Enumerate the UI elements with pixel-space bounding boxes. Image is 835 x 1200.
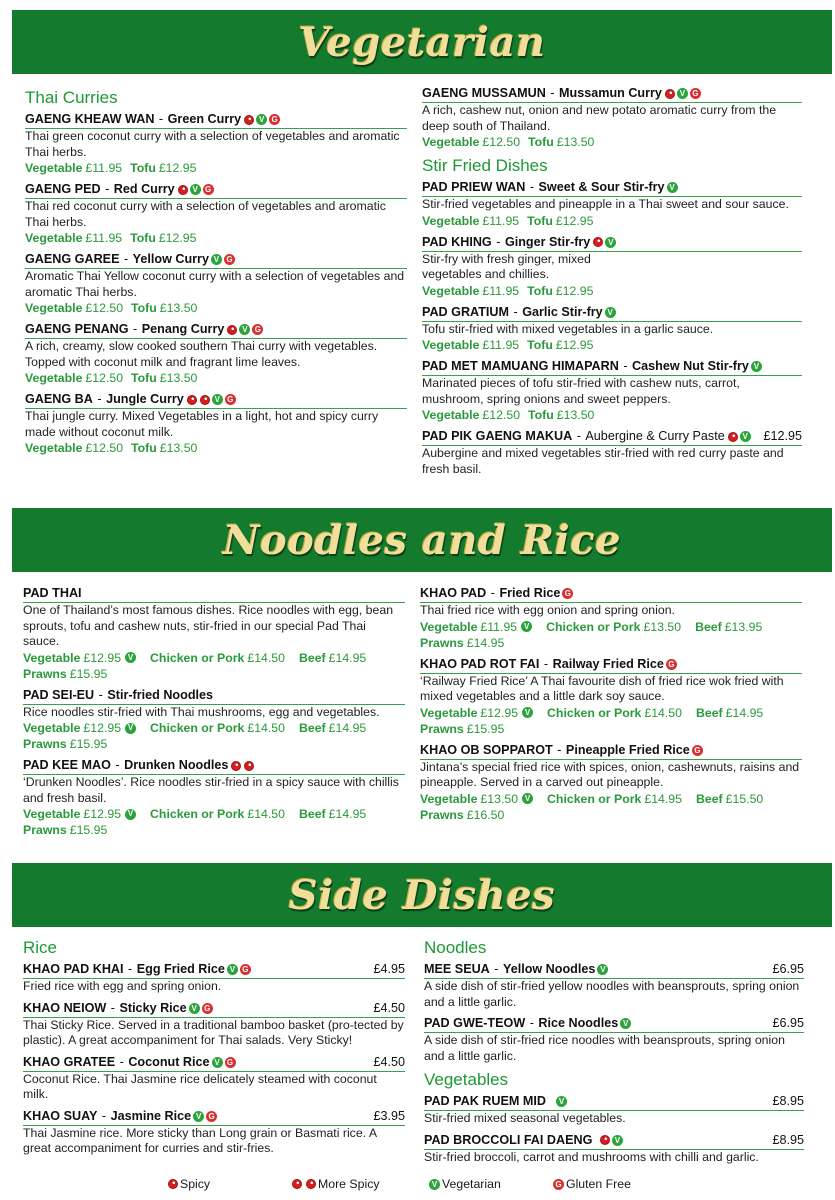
vegetarian-icon: V xyxy=(211,254,222,265)
spicy-icon xyxy=(200,395,210,405)
rice-heading: Rice xyxy=(23,938,58,957)
menu-item: GAENG BA - Jungle Curry V G Thai jungle curry. Mixed Vegetables in a light, hot and spicy curry made without coconut milk. Vegetable £12.50 Tofu £13.50 xyxy=(25,392,407,456)
vegetarian-title: Vegetarian xyxy=(298,18,546,66)
vegetarian-icon: V xyxy=(125,723,136,734)
vegetarian-icon: V xyxy=(189,1003,200,1014)
menu-item: PAD PIK GAENG MAKUA - Aubergine & Curry Paste V £12.95 Aubergine and mixed vegetables stir-fried with red curry paste and fresh basil. xyxy=(422,429,802,476)
menu-item: KHAO PAD KHAI - Egg Fried Rice V G £4.95 Fried rice with egg and spring onion. xyxy=(23,962,405,993)
vegetarian-icon: V xyxy=(522,793,533,804)
legend xyxy=(0,1177,835,1195)
gluten-free-icon: G xyxy=(690,88,701,99)
menu-item: PAD SEI-EU - Stir-fried Noodles Rice noodles stir-fried with Thai mushrooms, egg and vegetables. Vegetable £12.95 V Chicken or Pork £14.50 Beef £14.95 Prawns £15.95 xyxy=(23,688,405,753)
spicy-icon xyxy=(178,185,188,195)
noodles-rice-title: Noodles and Rice xyxy=(222,516,622,564)
vegetarian-banner xyxy=(12,10,832,74)
menu-item: PAD MET MAMUANG HIMAPARN - Cashew Nut Stir-fry V Marinated pieces of tofu stir-fried with cashew nuts, carrot, mushroom, spring onions and sweet peppers. Vegetable £12.50 Tofu £13.50 xyxy=(422,359,802,423)
menu-item: GAENG PED - Red Curry V G Thai red coconut curry with a selection of vegetables and aromatic Thai herbs. Vegetable £11.95 Tofu £12.95 xyxy=(25,182,407,246)
spicy-icon xyxy=(306,1179,316,1189)
gluten-free-icon: G xyxy=(562,588,573,599)
spicy-icon xyxy=(187,395,197,405)
gluten-free-icon: G xyxy=(203,184,214,195)
spicy-icon xyxy=(593,237,603,247)
gluten-free-icon: G xyxy=(553,1179,564,1190)
vegetarian-icon: V xyxy=(522,707,533,718)
vegetarian-icon: V xyxy=(605,307,616,318)
veg-right-column xyxy=(422,86,802,483)
vegetarian-icon: V xyxy=(667,182,678,193)
gluten-free-icon: G xyxy=(269,114,280,125)
menu-item: PAD PRIEW WAN - Sweet & Sour Stir-fry V Stir-fried vegetables and pineapple in a Thai sweet and sour sauce. Vegetable £11.95 Tofu £12.95 xyxy=(422,180,802,229)
nr-left-column xyxy=(23,586,405,844)
spicy-icon xyxy=(231,761,241,771)
vegetarian-icon: V xyxy=(212,394,223,405)
vegetarian-icon: V xyxy=(212,1057,223,1068)
vegetables-heading: Vegetables xyxy=(424,1070,509,1089)
vegetarian-icon: V xyxy=(677,88,688,99)
spicy-icon xyxy=(168,1179,178,1189)
vegetarian-icon: V xyxy=(429,1179,440,1190)
menu-item: PAD BROCCOLI FAI DAENG V £8.95 Stir-fried broccoli, carrot and mushrooms with chilli and garlic. xyxy=(424,1132,804,1164)
gluten-free-icon: G xyxy=(202,1003,213,1014)
vegetarian-icon: V xyxy=(125,809,136,820)
vegetarian-icon: V xyxy=(612,1135,623,1146)
menu-item: PAD KHING - Ginger Stir-fry V Stir-fry with fresh ginger, mixed vegetables and chillies. Vegetable £11.95 Tofu £12.95 xyxy=(422,235,802,299)
vegetarian-icon: V xyxy=(521,621,532,632)
vegetarian-icon: V xyxy=(597,964,608,975)
side-dishes-title: Side Dishes xyxy=(288,871,556,919)
gluten-free-icon: G xyxy=(225,1057,236,1068)
menu-item: KHAO PAD - Fried Rice G Thai fried rice with egg onion and spring onion. Vegetable £11.95 V Chicken or Pork £13.50 Beef £13.95 Prawns £14.95 xyxy=(420,586,802,651)
gluten-free-icon: G xyxy=(225,394,236,405)
noodles-heading: Noodles xyxy=(424,938,487,957)
veg-left-column xyxy=(25,86,407,462)
spicy-icon xyxy=(244,761,254,771)
vegetarian-icon: V xyxy=(190,184,201,195)
legend-gluten-free: G Gluten Free xyxy=(552,1177,631,1191)
side-dishes-banner xyxy=(12,863,832,927)
menu-item: PAD THAI One of Thailand’s most famous dishes. Rice noodles with egg, bean sprouts, tofu and cashew nuts, stir-fried in our special Pad Thai sauce. Vegetable £12.95 V Chicken or Pork £14.50 Beef £14.95 Prawns £15.95 xyxy=(23,586,405,682)
gluten-free-icon: G xyxy=(252,324,263,335)
legend-vegetarian: V Vegetarian xyxy=(428,1177,501,1191)
menu-item: KHAO PAD ROT FAI - Railway Fried Rice G ‘Railway Fried Rice’ A Thai favourite dish of fried rice wok fried with mixed vegetables and a little dark soy sauce. Vegetable £12.95 V Chicken or Pork £14.50 Beef £14.95 Prawns £15.95 xyxy=(420,657,802,737)
vegetarian-icon: V xyxy=(605,237,616,248)
menu-item: GAENG PENANG - Penang Curry V G A rich, creamy, slow cooked southern Thai curry with vegetables. Topped with coconut milk and fragrant lime leaves. Vegetable £12.50 Tofu £13.50 xyxy=(25,322,407,386)
vegetarian-icon: V xyxy=(556,1096,567,1107)
vegetarian-icon: V xyxy=(620,1018,631,1029)
menu-item: PAD GWE-TEOW - Rice Noodles V £6.95 A side dish of stir-fried rice noodles with beansprouts, spring onion and a little garlic. xyxy=(424,1016,804,1063)
spicy-icon xyxy=(227,325,237,335)
menu-item: PAD GRATIUM - Garlic Stir-fry V Tofu stir-fried with mixed vegetables in a garlic sauce. Vegetable £11.95 Tofu £12.95 xyxy=(422,305,802,354)
gluten-free-icon: G xyxy=(666,659,677,670)
gluten-free-icon: G xyxy=(240,964,251,975)
noodles-rice-banner xyxy=(12,508,832,572)
vegetarian-icon: V xyxy=(239,324,250,335)
menu-item: PAD KEE MAO - Drunken Noodles ‘Drunken Noodles’. Rice noodles stir-fried in a spicy sauce with chillis and fresh basil. Vegetable £12.95 V Chicken or Pork £14.50 Beef £14.95 Prawns £15.95 xyxy=(23,758,405,838)
menu-item: KHAO SUAY - Jasmine Rice V G £3.95 Thai Jasmine rice. More sticky than Long grain or Basmati rice. A great accompaniment for curries and stir-fries. xyxy=(23,1108,405,1155)
menu-item: GAENG MUSSAMUN - Mussamun Curry V G A rich, cashew nut, onion and new potato aromatic curry from the deep south of Thailand. Vegetable £12.50 Tofu £13.50 xyxy=(422,86,802,150)
gluten-free-icon: G xyxy=(224,254,235,265)
spicy-icon xyxy=(600,1135,610,1145)
menu-item: KHAO NEIOW - Sticky Rice V G £4.50 Thai Sticky Rice. Served in a traditional bamboo basket (pro-tected by plastic). A great accompaniment for Thai salads. Very Sticky! xyxy=(23,1000,405,1047)
menu-item: MEE SEUA - Yellow Noodles V £6.95 A side dish of stir-fried yellow noodles with beansprouts, spring onion and a little garlic. xyxy=(424,962,804,1009)
legend-more-spicy: More Spicy xyxy=(290,1177,380,1191)
menu-item: GAENG KHEAW WAN - Green Curry V G Thai green coconut curry with a selection of vegetables and aromatic Thai herbs. Vegetable £11.95 Tofu £12.95 xyxy=(25,112,407,176)
vegetarian-icon: V xyxy=(256,114,267,125)
menu-item: KHAO OB SOPPAROT - Pineapple Fried Rice G Jintana’s special fried rice with spices, onion, cashewnuts, raisins and pineapple. Served in a carved out pineapple. Vegetable £13.50 V Chicken or Pork £14.95 Beef £15.50 Prawns £16.50 xyxy=(420,743,802,823)
side-left-column xyxy=(23,936,405,1163)
vegetarian-icon: V xyxy=(751,361,762,372)
side-right-column xyxy=(424,936,804,1171)
vegetarian-icon: V xyxy=(125,652,136,663)
vegetarian-icon: V xyxy=(227,964,238,975)
stir-fried-heading: Stir Fried Dishes xyxy=(422,156,548,175)
thai-curries-heading: Thai Curries xyxy=(25,88,118,107)
spicy-icon xyxy=(728,432,738,442)
vegetarian-icon: V xyxy=(193,1111,204,1122)
spicy-icon xyxy=(292,1179,302,1189)
spicy-icon xyxy=(665,89,675,99)
menu-item: KHAO GRATEE - Coconut Rice V G £4.50 Coconut Rice. Thai Jasmine rice delicately steamed with coconut milk. xyxy=(23,1054,405,1101)
menu-item: GAENG GAREE - Yellow Curry V G Aromatic Thai Yellow coconut curry with a selection of vegetables and aromatic Thai herbs. Vegetable £12.50 Tofu £13.50 xyxy=(25,252,407,316)
vegetarian-icon: V xyxy=(740,431,751,442)
spicy-icon xyxy=(244,115,254,125)
menu-item: PAD PAK RUEM MID V £8.95 Stir-fried mixed seasonal vegetables. xyxy=(424,1094,804,1125)
gluten-free-icon: G xyxy=(206,1111,217,1122)
gluten-free-icon: G xyxy=(692,745,703,756)
legend-spicy: Spicy xyxy=(166,1177,210,1191)
nr-right-column xyxy=(420,586,802,829)
